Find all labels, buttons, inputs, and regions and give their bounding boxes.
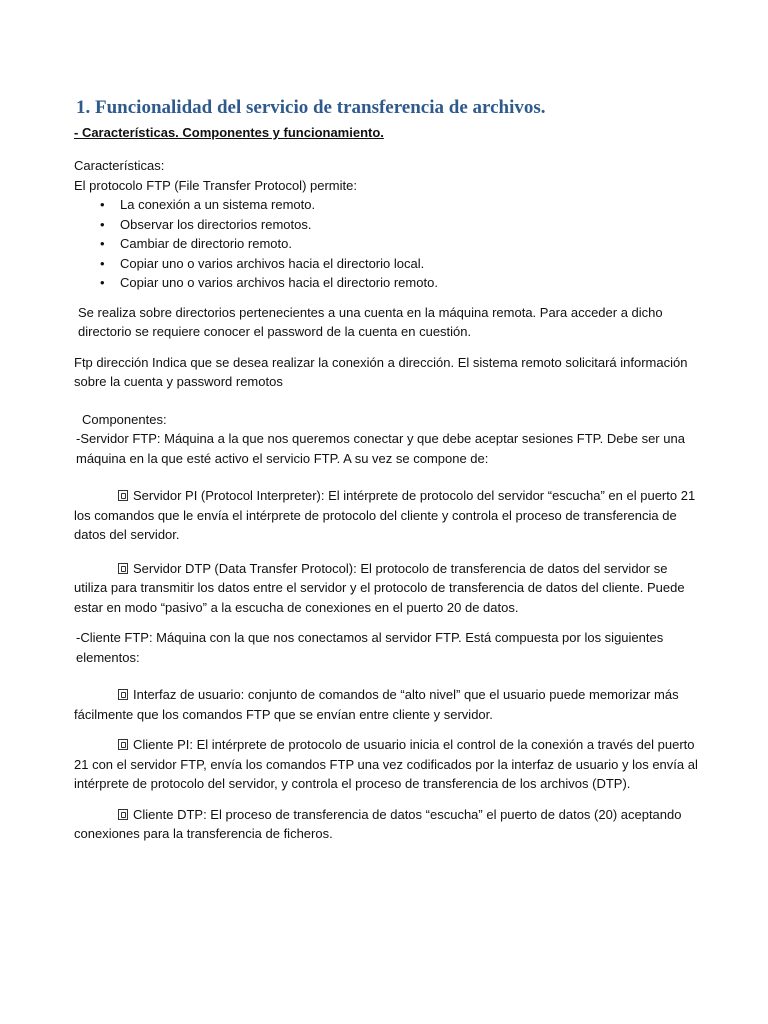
caracteristicas-list (74, 195, 704, 293)
bullet-icon: • (100, 255, 105, 271)
bullet-icon: • (100, 275, 105, 290)
checkbox-glyph-icon (118, 809, 128, 820)
caracteristicas-intro: El protocolo FTP (File Transfer Protocol) permite: (74, 177, 357, 193)
caracteristicas-label: Características: (74, 158, 165, 173)
bullet-icon: • (100, 197, 105, 212)
bullet-icon: • (100, 236, 105, 251)
checkbox-glyph-icon (118, 490, 128, 501)
servidor-dtp-item: Servidor DTP (Data Transfer Protocol): El protocolo de transferencia de datos del servidor se utiliza para transmitir los datos entre el servidor y el protocolo de transferencia de datos del cliente. Puede estar en modo “pasivo” a la escucha de conexiones en el puerto 20 de datos. (74, 560, 685, 615)
cliente-dtp-item: Cliente DTP: El proceso de transferencia de datos “escucha” el puerto de datos (20) aceptando conexiones para la transferencia de ficheros. (74, 806, 682, 841)
list-item: • La conexión a un sistema remoto. (74, 195, 704, 215)
servidor-pi-item: Servidor PI (Protocol Interpreter): El intérprete de protocolo del servidor “escucha” en el puerto 21 los comandos que le envía el intérprete de protocolo del cliente y controla el proceso de transferencia de datos del servidor. (74, 488, 696, 542)
checkbox-glyph-icon (118, 563, 128, 574)
list-item: • Copiar uno o varios archivos hacia el directorio remoto. (74, 273, 704, 293)
servidor-ftp-intro: -Servidor FTP: Máquina a la que nos queremos conectar y que debe aceptar sesiones FTP. Debe ser una máquina en la que esté activo el servicio FTP. A su vez se compone de: (76, 431, 685, 466)
paragraph-ftp-direccion: Ftp dirección Indica que se desea realizar la conexión a dirección. El sistema remoto solicitará información sobre la cuenta y password remotos (74, 354, 688, 389)
interfaz-usuario-item: Interfaz de usuario: conjunto de comandos de “alto nivel” que el usuario puede memorizar más fácilmente que los comandos FTP que se envían entre cliente y servidor. (74, 687, 679, 722)
componentes-label: Componentes: (82, 411, 167, 427)
section-heading: 1. Funcionalidad del servicio de transferencia de archivos. (76, 97, 546, 118)
cliente-pi-item: Cliente PI: El intérprete de protocolo de usuario inicia el control de la conexión a través del puerto 21 con el servidor FTP, envía los comandos FTP una vez codificados por la interfaz de usuario y los envía al intérprete de protocolo del servidor, y controla el proceso de transferencia de los archivos (DTP). (74, 737, 698, 791)
section-subheading: - Características. Componentes y funcionamiento. (74, 125, 384, 140)
list-item: • Copiar uno o varios archivos hacia el directorio local. (74, 254, 704, 274)
checkbox-glyph-icon (118, 739, 128, 750)
paragraph-directorios: Se realiza sobre directorios pertenecientes a una cuenta en la máquina remota. Para acceder a dicho directorio se requiere conocer el password de la cuenta en cuestión. (78, 304, 663, 339)
bullet-icon: • (100, 216, 105, 232)
checkbox-glyph-icon (118, 689, 128, 700)
list-item: • Cambiar de directorio remoto. (74, 234, 704, 254)
cliente-ftp-intro: -Cliente FTP: Máquina con la que nos conectamos al servidor FTP. Está compuesta por los siguientes elementos: (76, 630, 664, 665)
list-item: • Observar los directorios remotos. (74, 215, 704, 235)
